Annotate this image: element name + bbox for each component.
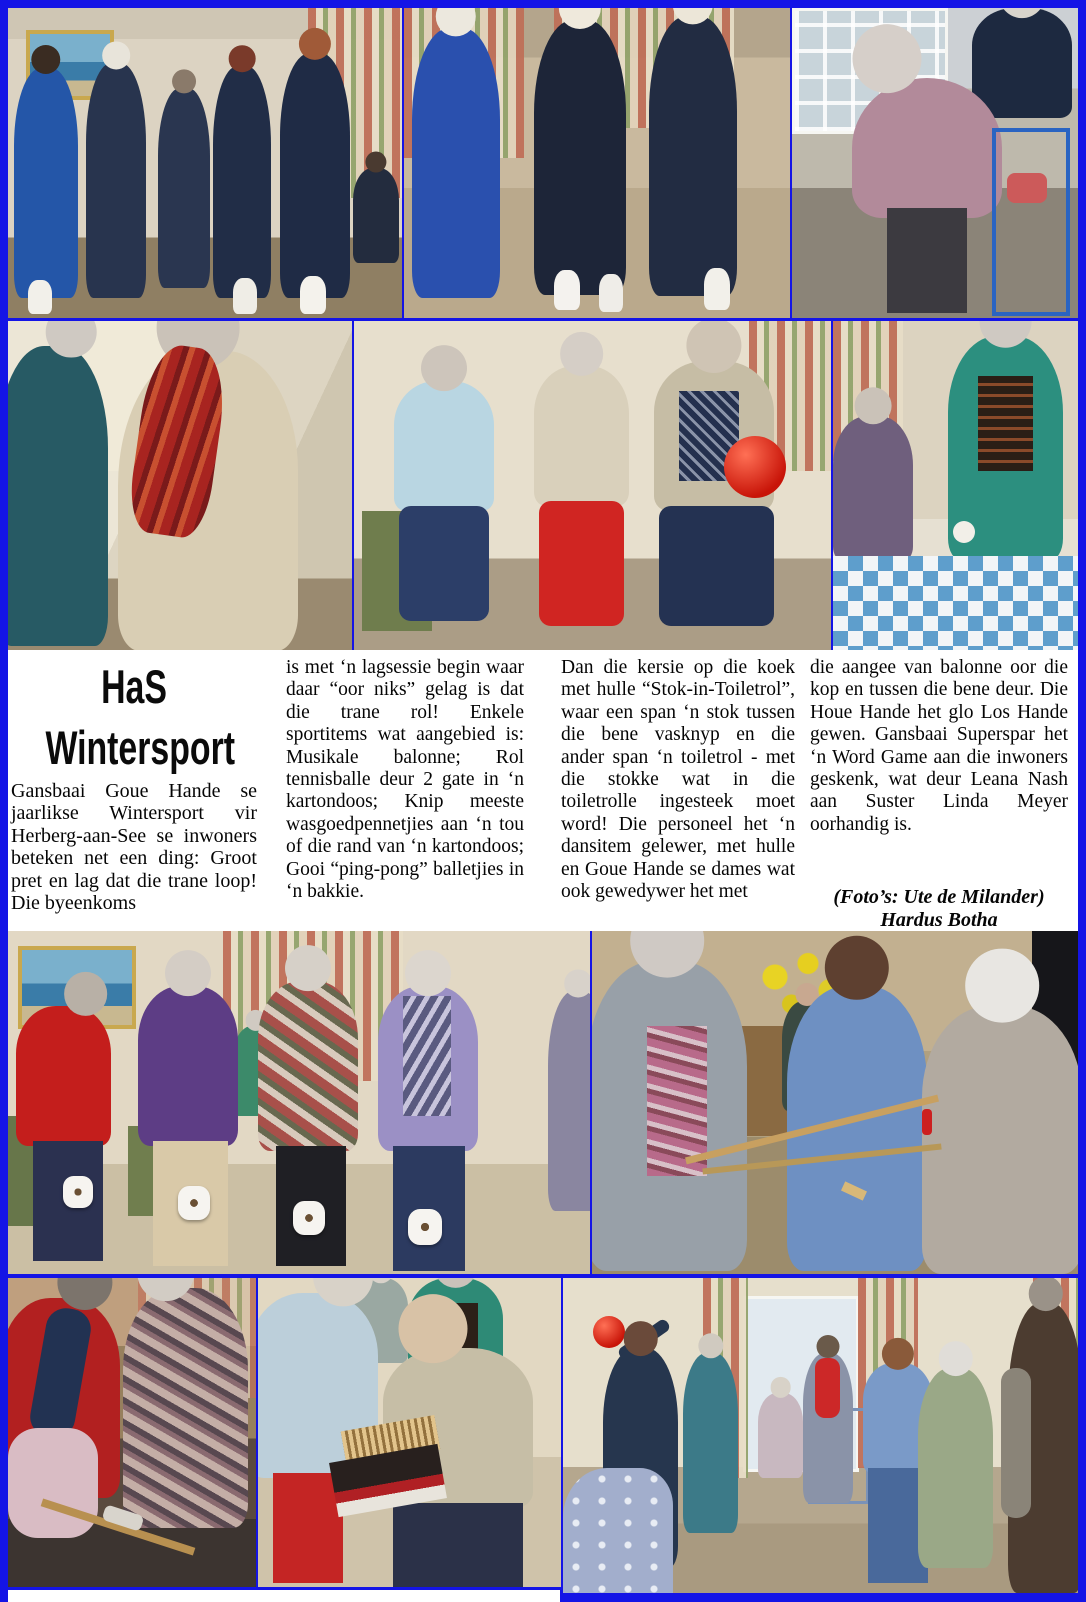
- photo-staff-group: [8, 8, 402, 318]
- photo-seated-balloon: [354, 321, 831, 651]
- person-figure: [280, 53, 350, 298]
- clothespin: [922, 1109, 932, 1135]
- photo-staff-dancing: [404, 8, 790, 318]
- toilet-roll: [293, 1201, 325, 1235]
- photo-resident-walker: [792, 8, 1078, 318]
- article-column-2: [286, 650, 524, 931]
- person-figure: [918, 1368, 993, 1568]
- article-text-col3: Dan die kersie op die koek met hulle “Stok-in-Toiletrol”, waar een span ‘n stok tussen die bene vasknyp en die ander span ‘n toiletrol - met die stokke wat in die toiletrolle ingesteek moet word! Die personeel het ‘n dansitem gelewer, met hulle en Goue Hande se dames wat ook gewedywer het met: [561, 657, 795, 903]
- photo-toiletroll-walk: [8, 931, 590, 1274]
- article-title: [11, 656, 257, 778]
- person-figure: [158, 88, 210, 288]
- article-text-col4: die aangee van balonne oor die kop en tussen die bene deur. Die Houe Hande het glo Los Hande gewen. Gansbaai Superspar het ‘n Word Game aan die inwoners geskenk, wat deur Leana Nash aan Suster Linda Meyer oorhandig is.: [810, 657, 1068, 835]
- title-line-2: Wintersport: [45, 721, 236, 774]
- walker-basket: [1007, 173, 1047, 203]
- red-trousers: [273, 1473, 343, 1583]
- person-figure: [412, 28, 500, 298]
- person-figure: [353, 168, 399, 263]
- white-boot: [599, 274, 623, 312]
- red-balloon: [724, 436, 786, 498]
- person-figure: [852, 78, 1002, 218]
- article-column-3: [561, 650, 795, 931]
- pink-sleeve: [8, 1428, 98, 1538]
- white-boot: [554, 270, 580, 310]
- patterned-top: [978, 376, 1033, 471]
- white-boot: [704, 268, 730, 310]
- white-boot: [28, 280, 52, 314]
- white-ball: [953, 521, 975, 543]
- photo-clothespin-box: [258, 1278, 561, 1587]
- trousers: [659, 506, 774, 626]
- author-credit: Hardus Botha: [880, 909, 998, 931]
- red-trousers: [539, 501, 624, 626]
- toilet-roll: [178, 1186, 210, 1220]
- person-figure: [922, 1006, 1078, 1274]
- person-figure: [394, 381, 494, 511]
- trousers: [887, 208, 967, 313]
- photo-balloon-dance: [563, 1278, 1078, 1593]
- white-boot: [300, 276, 326, 314]
- patterned-vest: [403, 996, 451, 1116]
- red-balloon: [593, 1316, 625, 1348]
- photo-clothespin-sticks: [592, 931, 1078, 1274]
- bottom-white-strip: [8, 1590, 560, 1602]
- person-figure: [548, 991, 590, 1211]
- person-figure: [534, 20, 626, 295]
- person-figure: [138, 986, 238, 1146]
- checked-tablecloth: [833, 556, 1078, 651]
- person-figure: [86, 63, 146, 298]
- article-text-col1: Gansbaai Goue Hande se jaarlikse Wintersport vir Herberg-aan-See se inwoners beteken net een ding: Groot pret en lag dat die trane loop! Die byeenkoms: [11, 780, 257, 915]
- person-figure: [16, 1006, 111, 1146]
- person-figure: [649, 16, 737, 296]
- article-text-col2: is met ‘n lagsessie begin waar daar “oor niks” gelag is dat die trane rol! Enkele sportitems wat aangebied is: Musikale balonne; Rol tennisballe deur 2 gate in ‘n kartondoos; Knip meeste wasgoedpennetjies aan ‘n tou of die rand van ‘n kartondoos; Gooi “ping-pong” balletjies in ‘n bakkie.: [286, 657, 524, 903]
- person-figure: [534, 366, 629, 506]
- person-figure: [258, 981, 358, 1151]
- grey-sleeve: [1001, 1368, 1031, 1518]
- trousers: [393, 1503, 523, 1587]
- photo-red-scarf-pair: [8, 321, 352, 651]
- person-figure: [683, 1353, 738, 1533]
- photo-credit: (Foto’s: Ute de Milander): [833, 886, 1045, 908]
- toilet-roll: [408, 1209, 442, 1245]
- person-figure: [8, 346, 108, 646]
- article-column-4: [810, 650, 1068, 931]
- person-figure: [213, 66, 271, 298]
- person-figure: [758, 1393, 803, 1478]
- white-boot: [233, 278, 257, 314]
- title-line-1: HaS: [101, 660, 167, 713]
- article-band: [8, 650, 1078, 931]
- person-figure: [14, 68, 78, 298]
- person-figure: [123, 1288, 248, 1528]
- photo-stick-game: [8, 1278, 256, 1587]
- person-figure: [833, 416, 913, 561]
- person-figure: [972, 8, 1072, 118]
- article-column-1: [11, 650, 257, 931]
- foreground-shoulder: [563, 1468, 673, 1593]
- toilet-roll: [63, 1176, 93, 1208]
- trousers: [399, 506, 489, 621]
- walker-frame: [992, 128, 1070, 316]
- photo-table-game: [833, 321, 1078, 651]
- red-scarf: [815, 1358, 840, 1418]
